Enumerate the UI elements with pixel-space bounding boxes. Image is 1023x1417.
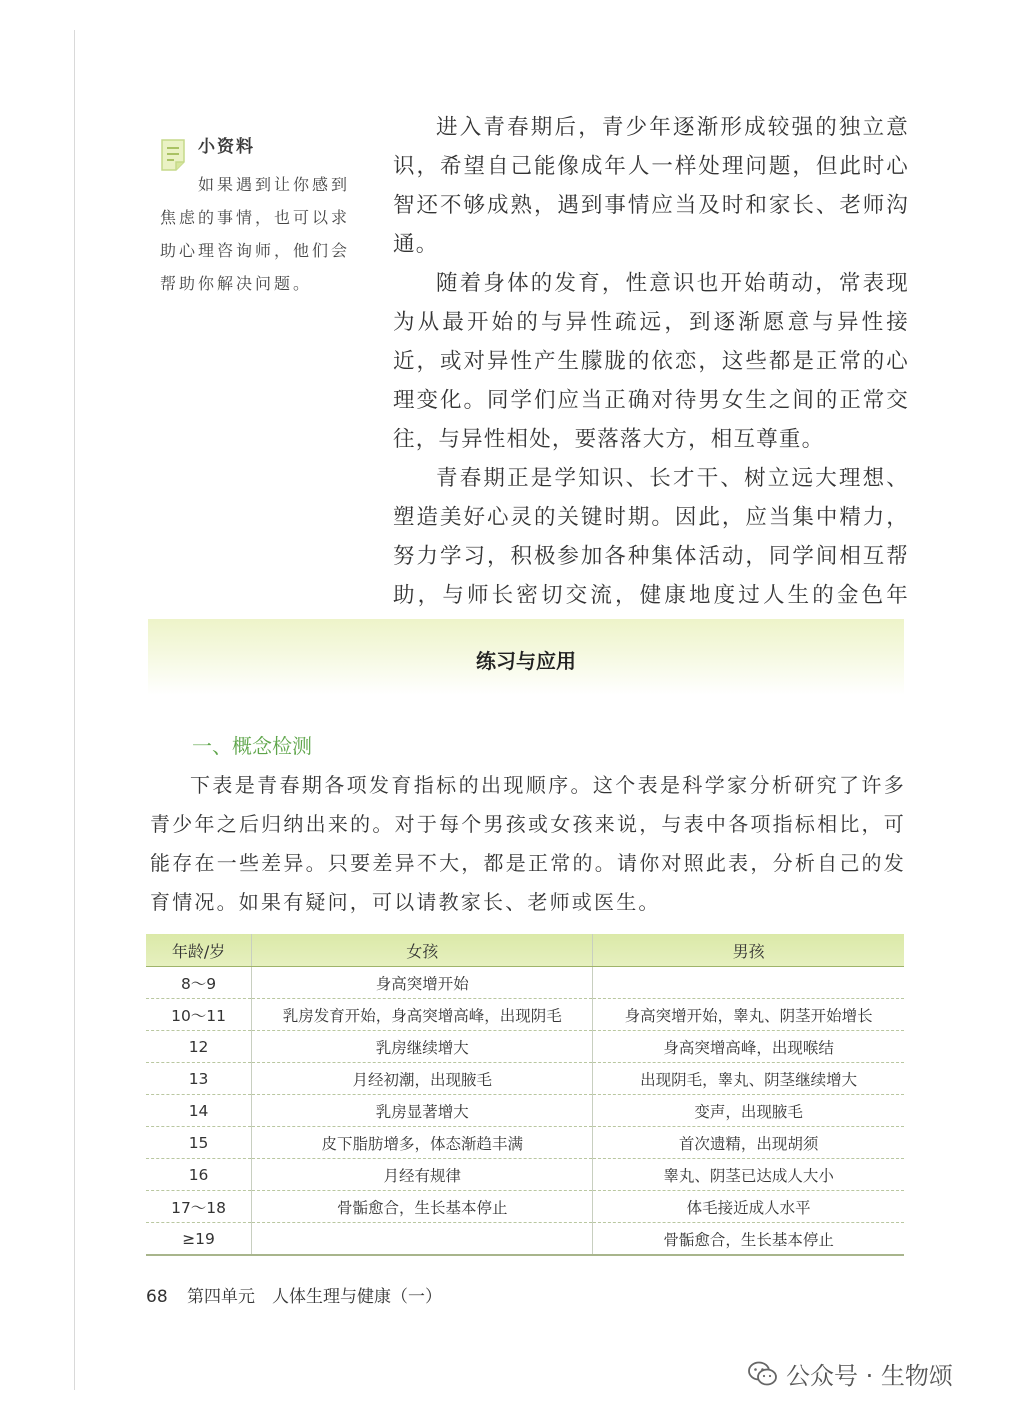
cell-boy: 睾丸、阴茎已达成人大小 <box>593 1159 904 1191</box>
unit-title: 第四单元 人体生理与健康（一） <box>187 1287 443 1307</box>
cell-girl: 乳房继续增大 <box>252 1031 593 1063</box>
cell-boy: 体毛接近成人水平 <box>593 1191 904 1223</box>
cell-girl: 月经有规律 <box>252 1159 593 1191</box>
cell-girl: 骨骺愈合，生长基本停止 <box>252 1191 593 1223</box>
exercise-banner <box>148 619 904 695</box>
cell-boy: 首次遗精，出现胡须 <box>593 1127 904 1159</box>
cell-boy: 身高突增开始，睾丸、阴茎开始增长 <box>593 999 904 1031</box>
paragraph: 进入青春期后，青少年逐渐形成较强的独立意识，希望自己能像成年人一样处理问题，但此时心智还不够成熟，遇到事情应当及时和家长、老师沟通。 <box>393 115 909 257</box>
table-row <box>146 1159 904 1191</box>
cell-boy: 骨骺愈合，生长基本停止 <box>593 1223 904 1256</box>
banner-title: 练习与应用 <box>476 649 576 673</box>
table-row <box>146 1223 904 1256</box>
header-girl: 女孩 <box>252 934 593 967</box>
exercise-intro <box>150 766 906 922</box>
cell-boy: 变声，出现腋毛 <box>593 1095 904 1127</box>
cell-girl <box>252 1223 593 1256</box>
paragraph: 随着身体的发育，性意识也开始萌动，常表现为从最开始的与异性疏远，到逐渐愿意与异性接近，或对异性产生朦胧的依恋，这些都是正常的心理变化。同学们应当正确对待男女生之间的正常交往，与异性相处，要落落大方，相互尊重。 <box>393 271 909 452</box>
page-number: 68 <box>146 1287 168 1307</box>
table-header-row <box>146 934 904 967</box>
table-row <box>146 1191 904 1223</box>
cell-age: 14 <box>146 1095 252 1127</box>
cell-age: 15 <box>146 1127 252 1159</box>
cell-age: 17～18 <box>146 1191 252 1223</box>
header-age: 年龄/岁 <box>146 934 252 967</box>
cell-girl: 皮下脂肪增多，体态渐趋丰满 <box>252 1127 593 1159</box>
cell-girl: 月经初潮，出现腋毛 <box>252 1063 593 1095</box>
wechat-icon <box>748 1361 778 1387</box>
note-title: 小资料 <box>198 137 255 157</box>
cell-age: 8～9 <box>146 967 252 999</box>
cell-girl: 身高突增开始 <box>252 967 593 999</box>
table-row <box>146 1095 904 1127</box>
note-text: 如果遇到让你感到焦虑的事情，也可以求助心理咨询师，他们会帮助你解决问题。 <box>160 175 351 293</box>
exercise-paragraph: 下表是青春期各项发育指标的出现顺序。这个表是科学家分析研究了许多青少年之后归纳出来的。对于每个男孩或女孩来说，与表中各项指标相比，可能存在一些差异。只要差异不大，都是正常的。请你对照此表，分析自己的发育情况。如果有疑问，可以请教家长、老师或医生。 <box>150 773 906 914</box>
cell-boy: 出现阴毛，睾丸、阴茎继续增大 <box>593 1063 904 1095</box>
cell-age: 13 <box>146 1063 252 1095</box>
main-text <box>393 108 909 654</box>
note-icon <box>160 138 186 172</box>
cell-age: 10～11 <box>146 999 252 1031</box>
cell-boy: 身高突增高峰，出现喉结 <box>593 1031 904 1063</box>
table-row <box>146 1063 904 1095</box>
watermark-text: 公众号 · 生物颂 <box>786 1362 953 1390</box>
cell-girl: 乳房显著增大 <box>252 1095 593 1127</box>
table-row <box>146 967 904 999</box>
development-table <box>146 934 904 1256</box>
cell-girl: 乳房发育开始，身高突增高峰，出现阴毛 <box>252 999 593 1031</box>
cell-age: ≥19 <box>146 1223 252 1256</box>
paragraph: 青春期正是学知识、长才干、树立远大理想、塑造美好心灵的关键时期。因此，应当集中精力，努力学习，积极参加各种集体活动，同学间相互帮助，与师长密切交流，健康地度过人生的金色年 <box>393 466 909 608</box>
page-footer <box>146 1282 442 1307</box>
page-gutter-line <box>74 30 75 1390</box>
section-heading: 一、概念检测 <box>192 734 312 758</box>
table-row <box>146 1127 904 1159</box>
cell-age: 16 <box>146 1159 252 1191</box>
table-row <box>146 1031 904 1063</box>
watermark <box>748 1356 953 1391</box>
header-boy: 男孩 <box>593 934 904 967</box>
cell-boy <box>593 967 904 999</box>
cell-age: 12 <box>146 1031 252 1063</box>
table-row <box>146 999 904 1031</box>
